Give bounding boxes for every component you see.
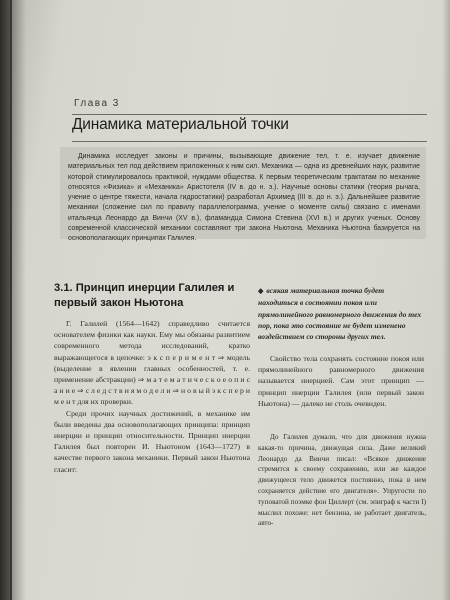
title-rule-bottom bbox=[72, 141, 427, 142]
diamond-bullet-icon: ◆ bbox=[258, 287, 264, 295]
right-column-lower bbox=[258, 432, 426, 529]
chapter-label: Глава 3 bbox=[74, 98, 120, 109]
page-edge-shadow bbox=[442, 0, 450, 600]
right-paragraph-2: До Галилея думали, что для движения нужна какая-то причина, движущая сила. Даже великий Леонардо да Винчи писал: «Всякое движение стремится к своему сохранению, или же каждое движущееся тело движется постоянно, пока в нем сохраняется действие его двигателя». Упругости по туповатой поэмке фон Циллерт (см. эпиграф к части I) мыслил похоже: нет бензина, не работает двигатель, авто- bbox=[258, 433, 426, 528]
right-column-upper bbox=[258, 353, 424, 409]
left-paragraph-2: Среди прочих научных достижений, в механике им были введены два основополагающих принципа: принцип инерции и принцип относительности. Принцип инерции Галилея был повторен И. Ньютоном (1643—1727) в качестве первого закона механики. Первый закон Ньютона гласит: bbox=[54, 408, 250, 474]
first-law-statement bbox=[258, 285, 424, 342]
right-paragraph-1: Свойство тела сохранять состояние покоя или прямолинейного равномерного движения называется инерцией. Сам этот принцип — принцип инерции Галилея (или первый закон Ньютона) — далеко не столь очевиден. bbox=[258, 354, 424, 408]
section-title: 3.1. Принцип инерции Галилея и первый закон Ньютона bbox=[54, 282, 235, 309]
intro-paragraph: Динамика исследует законы и причины, вызывающие движение тел, т. е. изучает движение материальных тел под действием приложенных к ним сил. Механика — одна из древнейших наук, развитие которой стимулировалось практикой, нуждами общества. К первым теоретическим трактатам по механике относятся «Физика» и «Механика» Аристотеля (IV в. до н. э.). Научные основы статики (теория рычага, учение о центре тяжести, начала гидростатики) разработал Архимед (III в. до н. э.). Дальнейшее развитие механики (сложение сил по правилу параллелограмма, учение о моменте силы) связано с именами итальянца Леонардо да Винчи (XV в.), фламандца Симона Стевина (XVI в.) и других ученых. Основу современной классической механики составляют три закона Ньютона. Механика Ньютона базируется на основополагающих принципах Галилея. bbox=[68, 153, 420, 243]
title-rule-top bbox=[72, 114, 427, 115]
spine-shadow bbox=[10, 0, 26, 600]
book-page bbox=[12, 0, 450, 600]
left-column bbox=[54, 318, 250, 475]
chapter-title: Динамика материальной точки bbox=[72, 116, 289, 133]
first-law-text: всякая материальная точка будет находиться в состоянии покоя или прямолинейного равномерного движения до тех пор, пока это состояние не будет изменено воздействием со стороны других тел. bbox=[258, 286, 422, 342]
left-paragraph-1: Г. Галилей (1564—1642) справедливо считается основателем физики как науки. Ему мы обязаны развитием современного метода исследований, кратко выражающегося в цепочке: э к с п е р и м е н т ⇒ модель (выделение в явлении главных особенностей, т. е. применение абстракции) ⇒ м а т е м а т и ч е с к о е о п и с а н и е ⇒ с л е д с т в и я м о д е л и ⇒ н о в ы й э к с п е р и м е н т для их проверки. bbox=[54, 319, 250, 407]
